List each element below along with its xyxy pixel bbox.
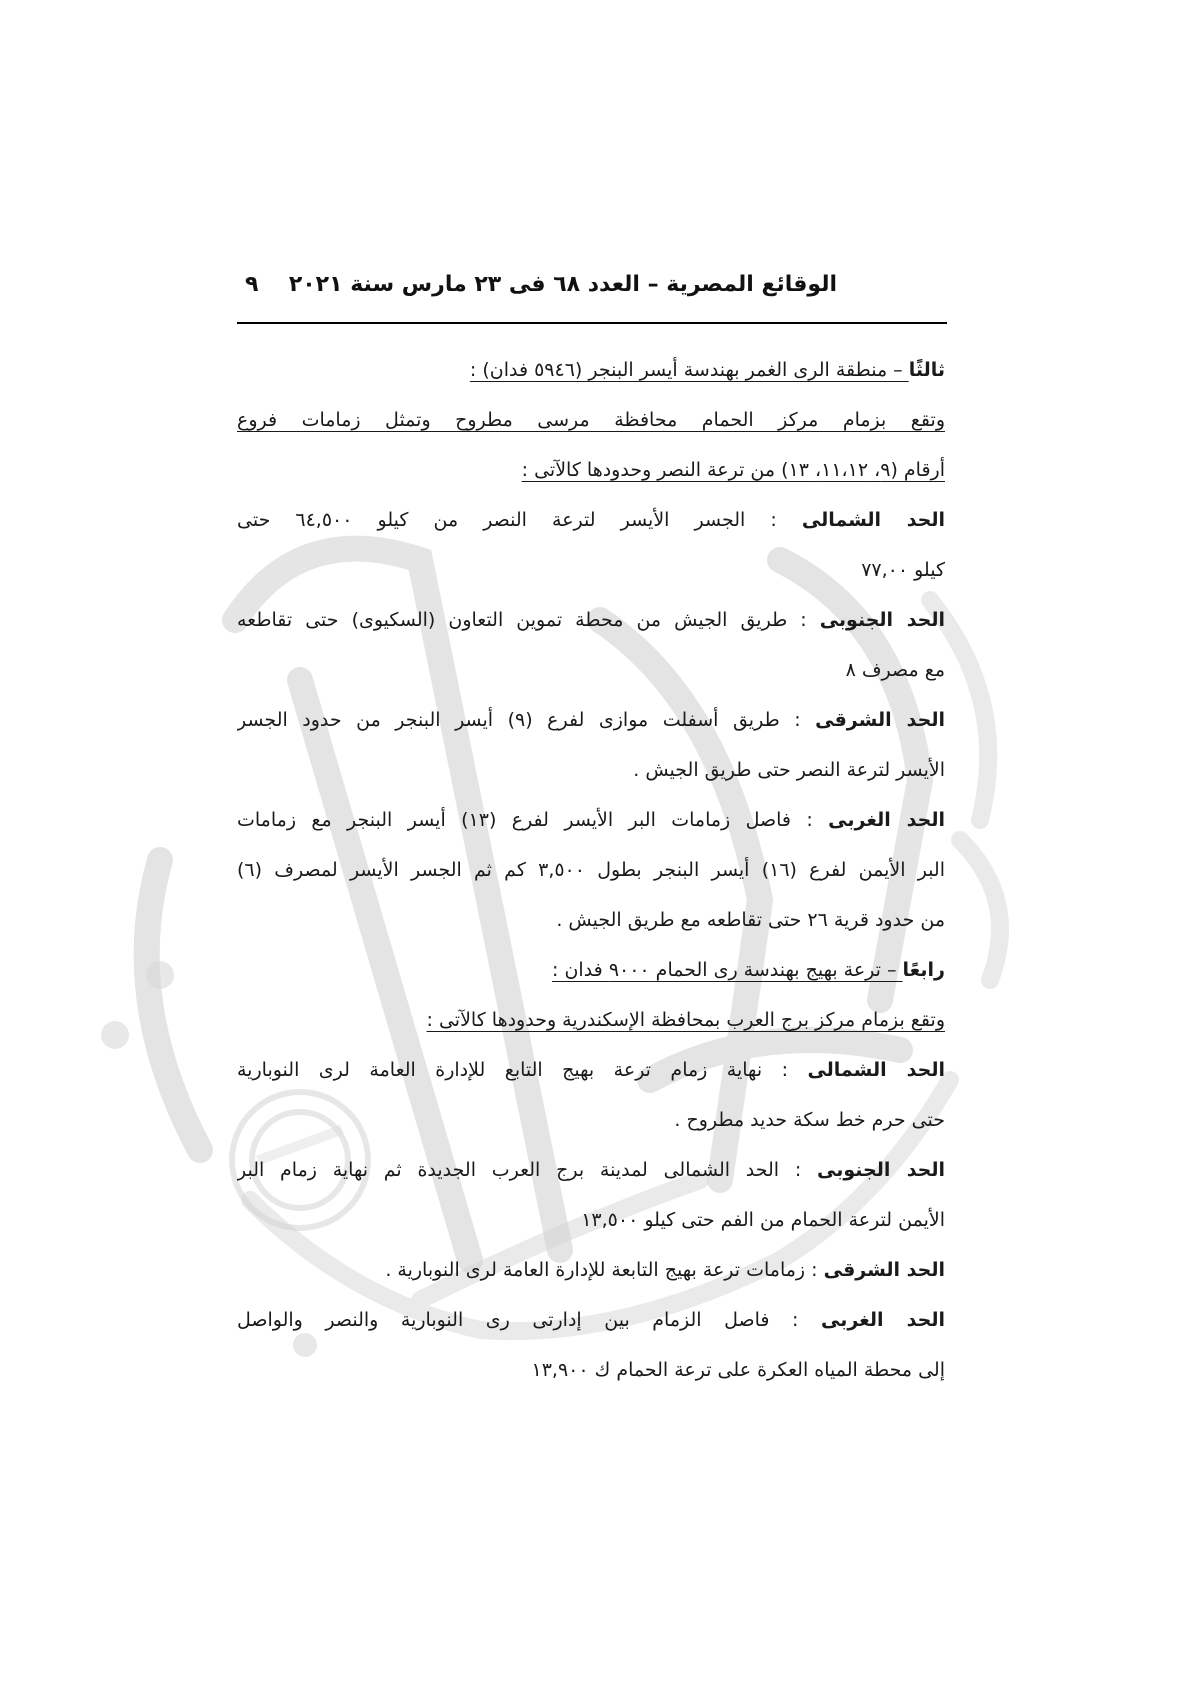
section-four-west-line-1	[237, 1295, 945, 1345]
section-four-north-line-1	[237, 1045, 945, 1095]
section-four-south-line-1	[237, 1145, 945, 1195]
east-boundary-text: : زمامات ترعة بهيج التابعة للإدارة العامة لرى النوبارية .	[385, 1259, 824, 1281]
south-boundary-text: : الحد الشمالى لمدينة برج العرب الجديدة ثم نهاية زمام البر	[237, 1159, 817, 1181]
section-four-east-line-1	[237, 1245, 945, 1295]
section-three-south-line-2: مع مصرف ٨	[845, 659, 945, 681]
west-boundary-label: الحد الغربى	[828, 809, 945, 831]
section-three-west-line-3: من حدود قرية ٢٦ حتى تقاطعه مع طريق الجيش .	[556, 909, 945, 931]
south-boundary-text: : طريق الجيش من محطة تموين التعاون (السكيوى) حتى تقاطعه	[237, 609, 820, 631]
east-boundary-label: الحد الشرقى	[823, 1259, 945, 1281]
document-body	[237, 345, 945, 1395]
north-boundary-label: الحد الشمالى	[801, 509, 945, 531]
section-four-south-line-2: الأيمن لترعة الحمام من الفم حتى كيلو ١٣,٥٠٠	[581, 1209, 945, 1231]
section-four-intro-line-1: وتقع بزمام مركز برج العرب بمحافظة الإسكندرية وحدودها كالآتى :	[426, 1009, 945, 1031]
north-boundary-text: : نهاية زمام ترعة بهيج التابع للإدارة العامة لرى النوبارية	[237, 1059, 808, 1081]
section-three-west-line-1	[237, 795, 945, 845]
section-three-east-line-1	[237, 695, 945, 745]
section-three-west-line-2: البر الأيمن لفرع (١٦) أيسر البنجر بطول ٣,٥٠٠ كم ثم الجسر الأيسر لمصرف (٦)	[237, 859, 945, 881]
east-boundary-text: : طريق أسفلت موازى لفرع (٩) أيسر البنجر من حدود الجسر	[237, 709, 816, 731]
section-four-west-line-2: إلى محطة المياه العكرة على ترعة الحمام ك ١٣,٩٠٠	[531, 1359, 945, 1381]
section-four-north-line-2: حتى حرم خط سكة حديد مطروح .	[674, 1109, 945, 1131]
west-boundary-text: : فاصل زمامات البر الأيسر لفرع (١٣) أيسر البنجر مع زمامات	[237, 809, 829, 831]
section-three-south-line-1	[237, 595, 945, 645]
south-boundary-label: الحد الجنوبى	[817, 1159, 945, 1181]
section-three-intro-line-1: وتقع بزمام مركز الحمام محافظة مرسى مطروح وتمثل زمامات فروع	[237, 409, 945, 431]
section-three-north-line-1	[237, 495, 945, 545]
north-boundary-label: الحد الشمالى	[807, 1059, 945, 1081]
page-header	[237, 270, 947, 324]
west-boundary-text: : فاصل الزمام بين إدارتى رى النوبارية والنصر والواصل	[237, 1309, 821, 1331]
east-boundary-label: الحد الشرقى	[815, 709, 945, 731]
section-three-heading	[237, 345, 945, 395]
section-three-east-line-2: الأيسر لترعة النصر حتى طريق الجيش .	[633, 759, 945, 781]
section-three-label: ثالثًا	[908, 359, 945, 381]
section-four-label: رابعًا	[902, 959, 945, 981]
south-boundary-label: الحد الجنوبى	[819, 609, 945, 631]
section-three-north-line-2: كيلو ٧٧,٠٠	[861, 559, 945, 581]
section-three-heading-text: – منطقة الرى الغمر بهندسة أيسر البنجر (٥٩٤٦ فدان) :	[469, 359, 909, 381]
page-number: ٩	[245, 272, 259, 297]
section-four-heading-text: – ترعة بهيج بهندسة رى الحمام ٩٠٠٠ فدان :	[552, 959, 903, 981]
gazette-title: الوقائع المصرية – العدد ٦٨ فى ٢٣ مارس سنة ٢٠٢١	[288, 272, 837, 297]
west-boundary-label: الحد الغربى	[821, 1309, 945, 1331]
section-three-intro-line-2: أرقام (٩، ١١،١٢، ١٣) من ترعة النصر وحدودها كالآتى :	[521, 459, 945, 481]
section-four-heading	[237, 945, 945, 995]
north-boundary-text: : الجسر الأيسر لترعة النصر من كيلو ٦٤,٥٠٠ حتى	[237, 509, 802, 531]
